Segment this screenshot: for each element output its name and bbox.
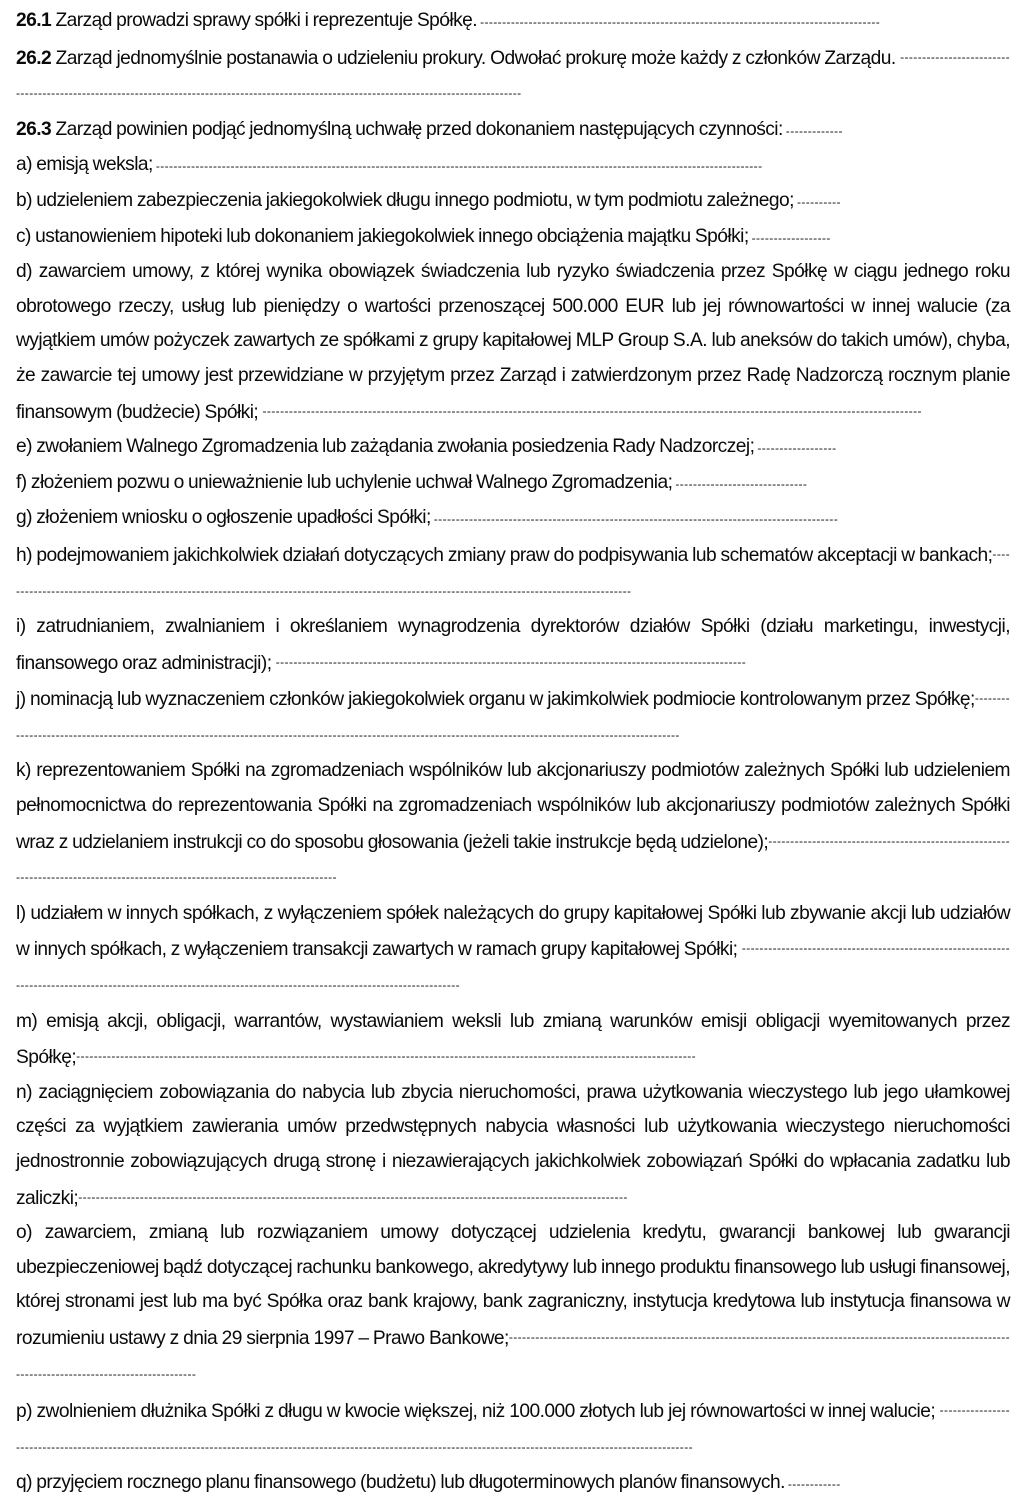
item-text: emisją weksla;	[36, 154, 153, 176]
paragraph-text: Zarząd jednomyślnie postanawia o udzieleniu prokury. Odwołać prokurę może każdy z członków Zarządu.	[55, 47, 896, 69]
item-text: przyjęciem rocznego planu finansowego (budżetu) lub długoterminowych planów finansowych.	[36, 1472, 785, 1494]
paragraph-26-3	[16, 113, 1010, 149]
item-label: q)	[16, 1472, 32, 1494]
list-item-k	[16, 754, 1010, 896]
dash-fill: --------------------------------------------------------------------------------------------	[433, 512, 839, 527]
item-label: e)	[16, 436, 32, 458]
dash-fill: ------------------------------------------------------------------------------------------------------------------------------------------------------------------	[16, 941, 1011, 993]
list-item-q	[16, 1466, 1010, 1502]
item-text: zawarciem umowy, z której wynika obowiązek świadczenia lub ryzyko świadczenia przez Spółkę w ciągu jednego roku obrotowego rzeczy, usług lub pieniędzy o wartości przenoszącej 500.000 EUR lub jej równowartości w innej walucie (za wyjątkiem umów pożyczek zawartych ze spółkami z grupy kapitałowej MLP Group S.A. lub aneksów do takich umów), chyba, że zawarcie tej umowy jest przewidziane w przyjętym przez Zarząd i zatwierdzonym przez Radę Nadzorczą rocznym planie finansowym (budżecie) Spółki;	[16, 261, 1011, 423]
paragraph-26-2	[16, 40, 1010, 113]
dash-fill: -----------------------------------------------------------------------------------------------------------------------------------------------------------	[16, 1329, 1010, 1381]
dash-fill: ------------------------------------------------------------------------------------------------------------------------------------------------	[16, 546, 1011, 598]
item-text: podejmowaniem jakichkolwiek działań dotyczących zmiany praw do podpisywania lub schematów akceptacji w bankach;	[36, 544, 993, 566]
list-item-n	[16, 1076, 1010, 1216]
item-label: i)	[16, 616, 26, 638]
list-item-a	[16, 148, 1010, 184]
list-item-j	[16, 681, 1010, 754]
dash-fill: ---------------------------------------------------------------------------------------------------------------------------------------------	[76, 1049, 697, 1064]
dash-fill: -----------------------------------------------------------------------------------------------------------------------------	[78, 1189, 628, 1204]
list-item-e	[16, 430, 1010, 466]
item-label: n)	[16, 1081, 32, 1103]
item-label: a)	[16, 154, 32, 176]
item-label: c)	[16, 225, 31, 247]
dash-fill: --------------------------------------------------------------------------------------------------------------------------------------------	[16, 49, 1011, 101]
dash-fill: ----------	[796, 194, 841, 209]
paragraph-text: Zarząd prowadzi sprawy spółki i reprezentuje Spółkę.	[55, 10, 478, 31]
list-item-l	[16, 897, 1010, 1005]
dash-fill: ------------------	[751, 230, 831, 245]
list-item-f	[16, 466, 1010, 502]
item-label: f)	[16, 471, 27, 493]
item-text: reprezentowaniem Spółki na zgromadzeniach wspólników lub akcjonariuszy podmiotów zależnych Spółki lub udzieleniem pełnomocnictwa do reprezentowania Spółki na zgromadzeniach wspólników lub akcjonariuszy podmiotów zależnych Spółki wraz z udzielaniem instrukcji co do sposobu głosowania (jeżeli takie instrukcje będą udzielone);	[16, 760, 1010, 853]
dash-fill: -----------------------------------------------------------------------------------------------------------	[275, 654, 747, 669]
item-text: zatrudnianiem, zwalnianiem i określaniem wynagrodzenia dyrektorów działów Spółki (działu marketingu, inwestycji, finansowego oraz administracji);	[16, 616, 1010, 674]
item-label: d)	[16, 261, 32, 283]
list-item-c	[16, 220, 1010, 256]
item-label: p)	[16, 1401, 32, 1423]
item-text: ustanowieniem hipoteki lub dokonaniem jakiegokolwiek innego obciążenia majątku Spółki;	[35, 225, 749, 247]
item-text: udziałem w innych spółkach, z wyłączeniem spółek należących do grupy kapitałowej Spółki lub zbywanie akcji lub udziałów w innych spółkach, z wyłączeniem transakcji zawartych w ramach grupy kapitałowej Spółki;	[16, 902, 1011, 961]
dash-fill: ------------------------------------------------------------------------------------------------------------------------------------------	[155, 159, 763, 174]
dash-fill: -------------	[785, 123, 843, 138]
item-text: złożeniem wniosku o ogłoszenie upadłości Spółki;	[36, 507, 431, 529]
list-item-m	[16, 1005, 1010, 1076]
item-label: h)	[16, 544, 32, 566]
list-item-h	[16, 537, 1010, 610]
item-text: emisją akcji, obligacji, warrantów, wystawianiem weksli lub zmianą warunków emisji obligacji wyemitowanych przez Spółkę;	[16, 1010, 1010, 1069]
list-item-p	[16, 1393, 1010, 1466]
item-text: złożeniem pozwu o unieważnienie lub uchylenie uchwał Walnego Zgromadzenia;	[30, 471, 673, 493]
item-label: b)	[16, 189, 32, 211]
dash-fill: ---------------------------------------------------------------------------------------------------------------------------------------------------------------	[16, 691, 1011, 742]
paragraph-label: 26.2	[16, 47, 52, 69]
item-text: zwołaniem Walnego Zgromadzenia lub zażądania zwołania posiedzenia Rady Nadzorczej;	[36, 436, 755, 458]
list-item-d	[16, 255, 1010, 430]
list-item-i	[16, 610, 1010, 681]
item-text: nominacją lub wyznaczeniem członków jakiegokolwiek organu w jakimkolwiek podmiocie kontrolowanym przez Spółkę;	[30, 689, 975, 711]
item-label: l)	[16, 902, 26, 924]
list-item-b	[16, 184, 1010, 220]
paragraph-text: Zarząd powinien podjąć jednomyślną uchwałę przed dokonaniem następujących czynności:	[55, 118, 783, 140]
item-text: zwolnieniem dłużnika Spółki z długu w kwocie większej, niż 100.000 złotych lub jej równowartości w innej walucie;	[36, 1401, 936, 1423]
dash-fill: ------------------	[757, 441, 837, 456]
dash-fill: ------------	[787, 1477, 841, 1492]
list-item-g	[16, 501, 1010, 537]
paragraph-26-1	[16, 4, 1010, 40]
item-label: m)	[16, 1010, 38, 1032]
paragraph-label: 26.1	[16, 10, 52, 31]
item-label: g)	[16, 507, 32, 529]
dash-fill: -------------------------------------------------------------------------------------------	[480, 15, 881, 29]
item-label: o)	[16, 1222, 32, 1244]
dash-fill: ------------------------------------------------------------------------------------------------------------------------------------------------------	[262, 403, 922, 418]
list-item-o	[16, 1216, 1010, 1393]
dash-fill: --------------------------------------------------------------------------------------------------------------------------------	[16, 833, 1010, 885]
item-text: udzieleniem zabezpieczenia jakiegokolwiek długu innego podmiotu, w tym podmiotu zależnego;	[36, 189, 794, 211]
item-text: zaciągnięciem zobowiązania do nabycia lub zbycia nieruchomości, prawa użytkowania wieczystego lub jego ułamkowej części za wyjątkiem zawierania umów przedwstępnych nabycia własności lub użytkowania wieczystego nieruchomości jednostronnie zobowiązujących drugą stronę i niezawierających jakichkolwiek zobowiązań Spółki do wpłacania zadatku lub zaliczki;	[16, 1081, 1010, 1209]
item-label: k)	[16, 760, 31, 782]
dash-fill: ------------------------------	[675, 476, 808, 491]
item-label: j)	[16, 689, 26, 711]
item-text: zawarciem, zmianą lub rozwiązaniem umowy dotyczącej udzielenia kredytu, gwarancji bankowej lub gwarancji ubezpieczeniowej bądź dotyczącej rachunku bankowego, akredytywy lub innego produktu finansowego lub usługi finansowej, której stronami jest lub ma być Spółka oraz bank krajowy, bank zagraniczny, instytucja kredytowa lub instytucja finansowa w rozumieniu ustawy z dnia 29 sierpnia 1997 – Prawo Bankowe;	[16, 1222, 1011, 1349]
dash-fill: --------------------------------------------------------------------------------------------------------------------------------------------------------------------------	[16, 1403, 1010, 1454]
paragraph-label: 26.3	[16, 118, 52, 140]
